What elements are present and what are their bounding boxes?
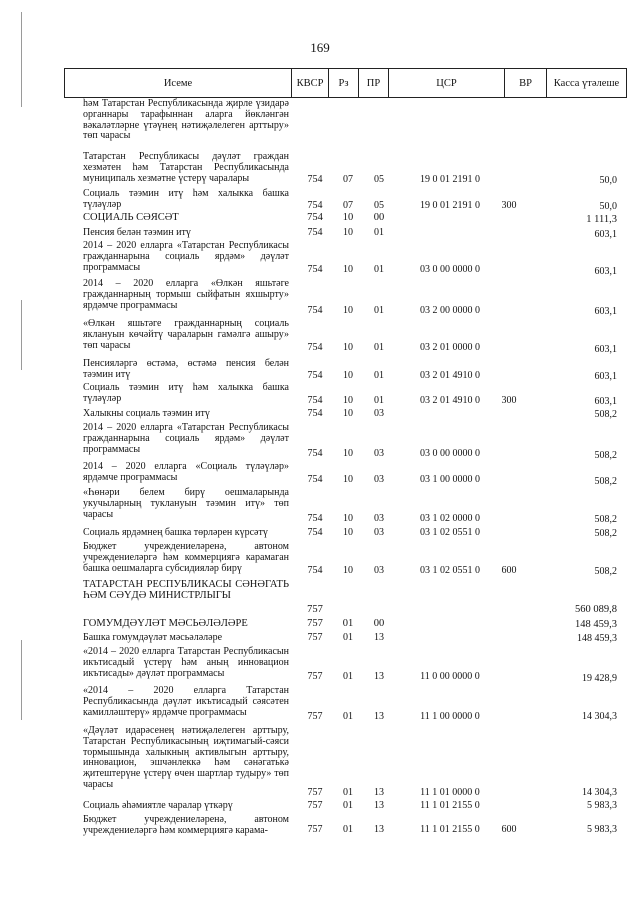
- header-amount: Касса үтәлеше: [553, 77, 620, 89]
- row-pr: 01: [374, 227, 384, 238]
- row-amount: 508,2: [594, 528, 617, 539]
- row-kvsr: 754: [307, 527, 323, 538]
- row-amount: 50,0: [599, 175, 617, 186]
- row-rz: 10: [343, 448, 353, 459]
- row-pr: 05: [374, 200, 384, 211]
- header-name: Исеме: [65, 69, 292, 97]
- row-csr: 11 1 01 0000 0: [420, 787, 480, 798]
- header-rz: Рз: [329, 69, 359, 97]
- row-pr: 13: [374, 671, 384, 682]
- row-name: Пенсияләргә өстәмә, өстәмә пенсия белән тәэмин итү: [83, 358, 289, 380]
- row-name: «2014 – 2020 елларга Татарстан Республикасын икътисадый үстерү һәм аның инновацион икътисады» дәүләт программасы: [83, 646, 289, 679]
- row-rz: 10: [343, 342, 353, 353]
- row-rz: 01: [343, 711, 353, 722]
- row-kvsr: 757: [307, 711, 323, 722]
- row-name: Халыкны социаль тәэмин итү: [83, 408, 210, 419]
- row-amount: 603,1: [594, 344, 617, 355]
- row-kvsr: 757: [307, 671, 323, 682]
- row-csr: 03 1 02 0551 0: [420, 527, 480, 538]
- row-rz: 01: [343, 800, 353, 811]
- row-csr: 03 0 00 0000 0: [420, 448, 480, 459]
- row-pr: 01: [374, 264, 384, 275]
- row-amount: 603,1: [594, 396, 617, 407]
- row-amount: 508,2: [594, 409, 617, 420]
- row-rz: 10: [343, 264, 353, 275]
- row-name: «2014 – 2020 елларга Татарстан Республикасында дәүләт икътисадый сәясәтен камилләштерү» ярдәмче программасы: [83, 685, 289, 718]
- row-pr: 13: [374, 824, 384, 835]
- row-rz: 01: [343, 671, 353, 682]
- row-pr: 00: [373, 618, 385, 629]
- row-csr: 19 0 01 2191 0: [420, 200, 480, 211]
- row-name: «Өлкән яшьтәге гражданнарның социаль яклануын көчәйтү чараларын гамәлгә ашыру» төп чарасы: [83, 318, 289, 351]
- row-pr: 13: [374, 632, 384, 643]
- row-amount: 508,2: [594, 514, 617, 525]
- row-kvsr: 757: [307, 604, 323, 615]
- row-kvsr: 754: [307, 513, 323, 524]
- row-amount: 560 089,8: [575, 604, 617, 615]
- row-rz: 07: [343, 200, 353, 211]
- row-kvsr: 754: [307, 200, 323, 211]
- row-csr: 11 1 00 0000 0: [420, 711, 480, 722]
- row-csr: 03 2 01 4910 0: [420, 395, 480, 406]
- row-kvsr: 754: [307, 448, 323, 459]
- row-rz: 07: [343, 174, 353, 185]
- row-kvsr: 754: [307, 212, 323, 223]
- row-kvsr: 754: [307, 264, 323, 275]
- row-amount: 603,1: [594, 229, 617, 240]
- row-pr: 05: [374, 174, 384, 185]
- row-rz: 10: [343, 565, 353, 576]
- row-name: Социаль тәэмин итү һәм халыкка башка түләүләр: [83, 382, 289, 404]
- header-vr: ВР: [505, 69, 547, 97]
- row-name: Бюджет учреждениеләренә, автоном учреждениеләргә һәм коммерциягә карама-: [83, 814, 289, 836]
- row-vr: 600: [501, 824, 517, 835]
- row-amount: 5 983,3: [587, 824, 617, 835]
- row-name: 2014 – 2020 елларга «Татарстан Республикасы гражданнарына социаль ярдәм» дәүләт программасы: [83, 422, 289, 455]
- row-name: «Һөнәри белем бирү оешмаларында укучыларның туклануын тәэмин итү» төп чарасы: [83, 487, 289, 520]
- row-kvsr: 757: [307, 800, 323, 811]
- row-csr: 03 2 00 0000 0: [420, 305, 480, 316]
- row-amount: 14 304,3: [582, 787, 617, 798]
- row-csr: 11 1 01 2155 0: [420, 824, 480, 835]
- row-rz: 01: [343, 824, 353, 835]
- row-rz: 10: [343, 408, 353, 419]
- row-rz: 10: [343, 527, 353, 538]
- row-csr: 03 0 00 0000 0: [420, 264, 480, 275]
- row-pr: 01: [374, 370, 384, 381]
- row-kvsr: 754: [307, 174, 323, 185]
- row-name: Пенсия белән тәэмин итү: [83, 227, 191, 238]
- row-rz: 01: [343, 787, 353, 798]
- row-csr: 03 1 02 0551 0: [420, 565, 480, 576]
- row-kvsr: 757: [307, 824, 323, 835]
- row-kvsr: 754: [307, 565, 323, 576]
- row-vr: 300: [501, 395, 517, 406]
- row-amount: 508,2: [594, 566, 617, 577]
- row-pr: 13: [374, 800, 384, 811]
- row-kvsr: 757: [307, 787, 323, 798]
- row-rz: 01: [342, 618, 354, 629]
- row-name: ТАТАРСТАН РЕСПУБЛИКАСЫ СӘНӘГАТЬ ҺӘМ СӘҮДӘ МИНИСТРЛЫГЫ: [83, 579, 289, 601]
- row-amount: 5 983,3: [587, 800, 617, 811]
- row-rz: 10: [343, 395, 353, 406]
- row-kvsr: 754: [307, 395, 323, 406]
- row-pr: 03: [374, 408, 384, 419]
- row-csr: 03 1 02 0000 0: [420, 513, 480, 524]
- row-name: 2014 – 2020 елларга «Социаль түләүләр» ярдәмче программасы: [83, 461, 289, 483]
- row-amount: 1 111,3: [586, 214, 617, 225]
- row-amount: 50,0: [599, 201, 617, 212]
- header-csr: ЦСР: [389, 69, 505, 97]
- row-amount: 603,1: [594, 371, 617, 382]
- row-kvsr: 754: [307, 227, 323, 238]
- row-name: Бюджет учреждениеләренә, автоном учреждениеләргә һәм коммерциягә карамаган башка оешмаларга субсидияләр бирү: [83, 541, 289, 574]
- row-amount: 603,1: [594, 306, 617, 317]
- row-kvsr: 754: [307, 474, 323, 485]
- row-name: 2014 – 2020 елларга «Татарстан Республикасы гражданнарына социаль ярдәм» дәүләт программасы: [83, 240, 289, 273]
- row-pr: 03: [374, 565, 384, 576]
- row-pr: 03: [374, 448, 384, 459]
- row-pr: 01: [374, 395, 384, 406]
- row-csr: 19 0 01 2191 0: [420, 174, 480, 185]
- row-rz: 10: [343, 474, 353, 485]
- row-kvsr: 754: [307, 342, 323, 353]
- row-kvsr: 757: [307, 618, 323, 629]
- row-rz: 10: [342, 212, 354, 223]
- row-kvsr: 754: [307, 370, 323, 381]
- row-vr: 600: [501, 565, 517, 576]
- row-pr: 13: [374, 787, 384, 798]
- row-amount: 508,2: [594, 476, 617, 487]
- row-amount: 19 428,9: [582, 673, 617, 684]
- row-name: СОЦИАЛЬ СӘЯСӘТ: [83, 212, 179, 223]
- row-pr: 01: [374, 305, 384, 316]
- row-rz: 10: [343, 513, 353, 524]
- row-csr: 11 0 00 0000 0: [420, 671, 480, 682]
- row-name: Социаль тәэмин итү һәм халыкка башка түләүләр: [83, 188, 289, 210]
- row-pr: 00: [373, 212, 385, 223]
- row-csr: 03 2 01 4910 0: [420, 370, 480, 381]
- row-name: Социаль ярдәмнең башка төрләрен күрсәтү: [83, 527, 268, 538]
- row-name: Татарстан Республикасы дәүләт граждан хезмәтен һәм Татарстан Республикасында муниципаль хезмәтне үстерү чаралары: [83, 151, 289, 184]
- row-amount: 603,1: [594, 266, 617, 277]
- row-name: ГОМУМДӘҮЛӘТ МӘСЬӘЛӘЛӘРЕ: [83, 618, 248, 629]
- row-rz: 10: [343, 305, 353, 316]
- row-csr: 03 1 00 0000 0: [420, 474, 480, 485]
- header-pr: ПР: [359, 69, 389, 97]
- row-rz: 01: [343, 632, 353, 643]
- row-name: «Дәүләт идарәсенең нәтиҗәлелеген арттыру, Татарстан Республикасының иҗтимагый-сәяси тормышында халыкның активлыгын арттыру, инновацион, эшчәнлеккә һәм сәнәгатькә җитештерүне үстерү өчен шартлар тудыру» төп чарасы: [83, 725, 289, 790]
- row-csr: 11 1 01 2155 0: [420, 800, 480, 811]
- row-name: Башка гомумдәүләт мәсьәләләре: [83, 632, 223, 643]
- row-rz: 10: [343, 370, 353, 381]
- page-number: 169: [310, 40, 330, 55]
- row-pr: 03: [374, 527, 384, 538]
- row-pr: 01: [374, 342, 384, 353]
- row-pr: 13: [374, 711, 384, 722]
- row-amount: 148 459,3: [575, 619, 617, 630]
- row-csr: 03 2 01 0000 0: [420, 342, 480, 353]
- row-kvsr: 754: [307, 408, 323, 419]
- row-name: Социаль әһәмиятле чаралар үткәрү: [83, 800, 233, 811]
- row-kvsr: 754: [307, 305, 323, 316]
- row-pr: 03: [374, 513, 384, 524]
- row-pr: 03: [374, 474, 384, 485]
- row-amount: 508,2: [594, 450, 617, 461]
- row-name: 2014 – 2020 елларга «Өлкән яшьтәге гражданнарның тормыш сыйфатын яхшырту» ярдәмче программасы: [83, 278, 289, 311]
- row-amount: 148 459,3: [577, 633, 617, 644]
- row-rz: 10: [343, 227, 353, 238]
- header-kvsr: КВСР: [292, 69, 329, 97]
- row-amount: 14 304,3: [582, 711, 617, 722]
- row-name: һәм Татарстан Республикасында җирле үзидарә органнары тарафыннан аларга йөкләнгән вәкаләтләрне үтәүнең нәтиҗәлелеген арттыру» төп чарасы: [83, 98, 289, 142]
- row-kvsr: 757: [307, 632, 323, 643]
- row-vr: 300: [501, 200, 517, 211]
